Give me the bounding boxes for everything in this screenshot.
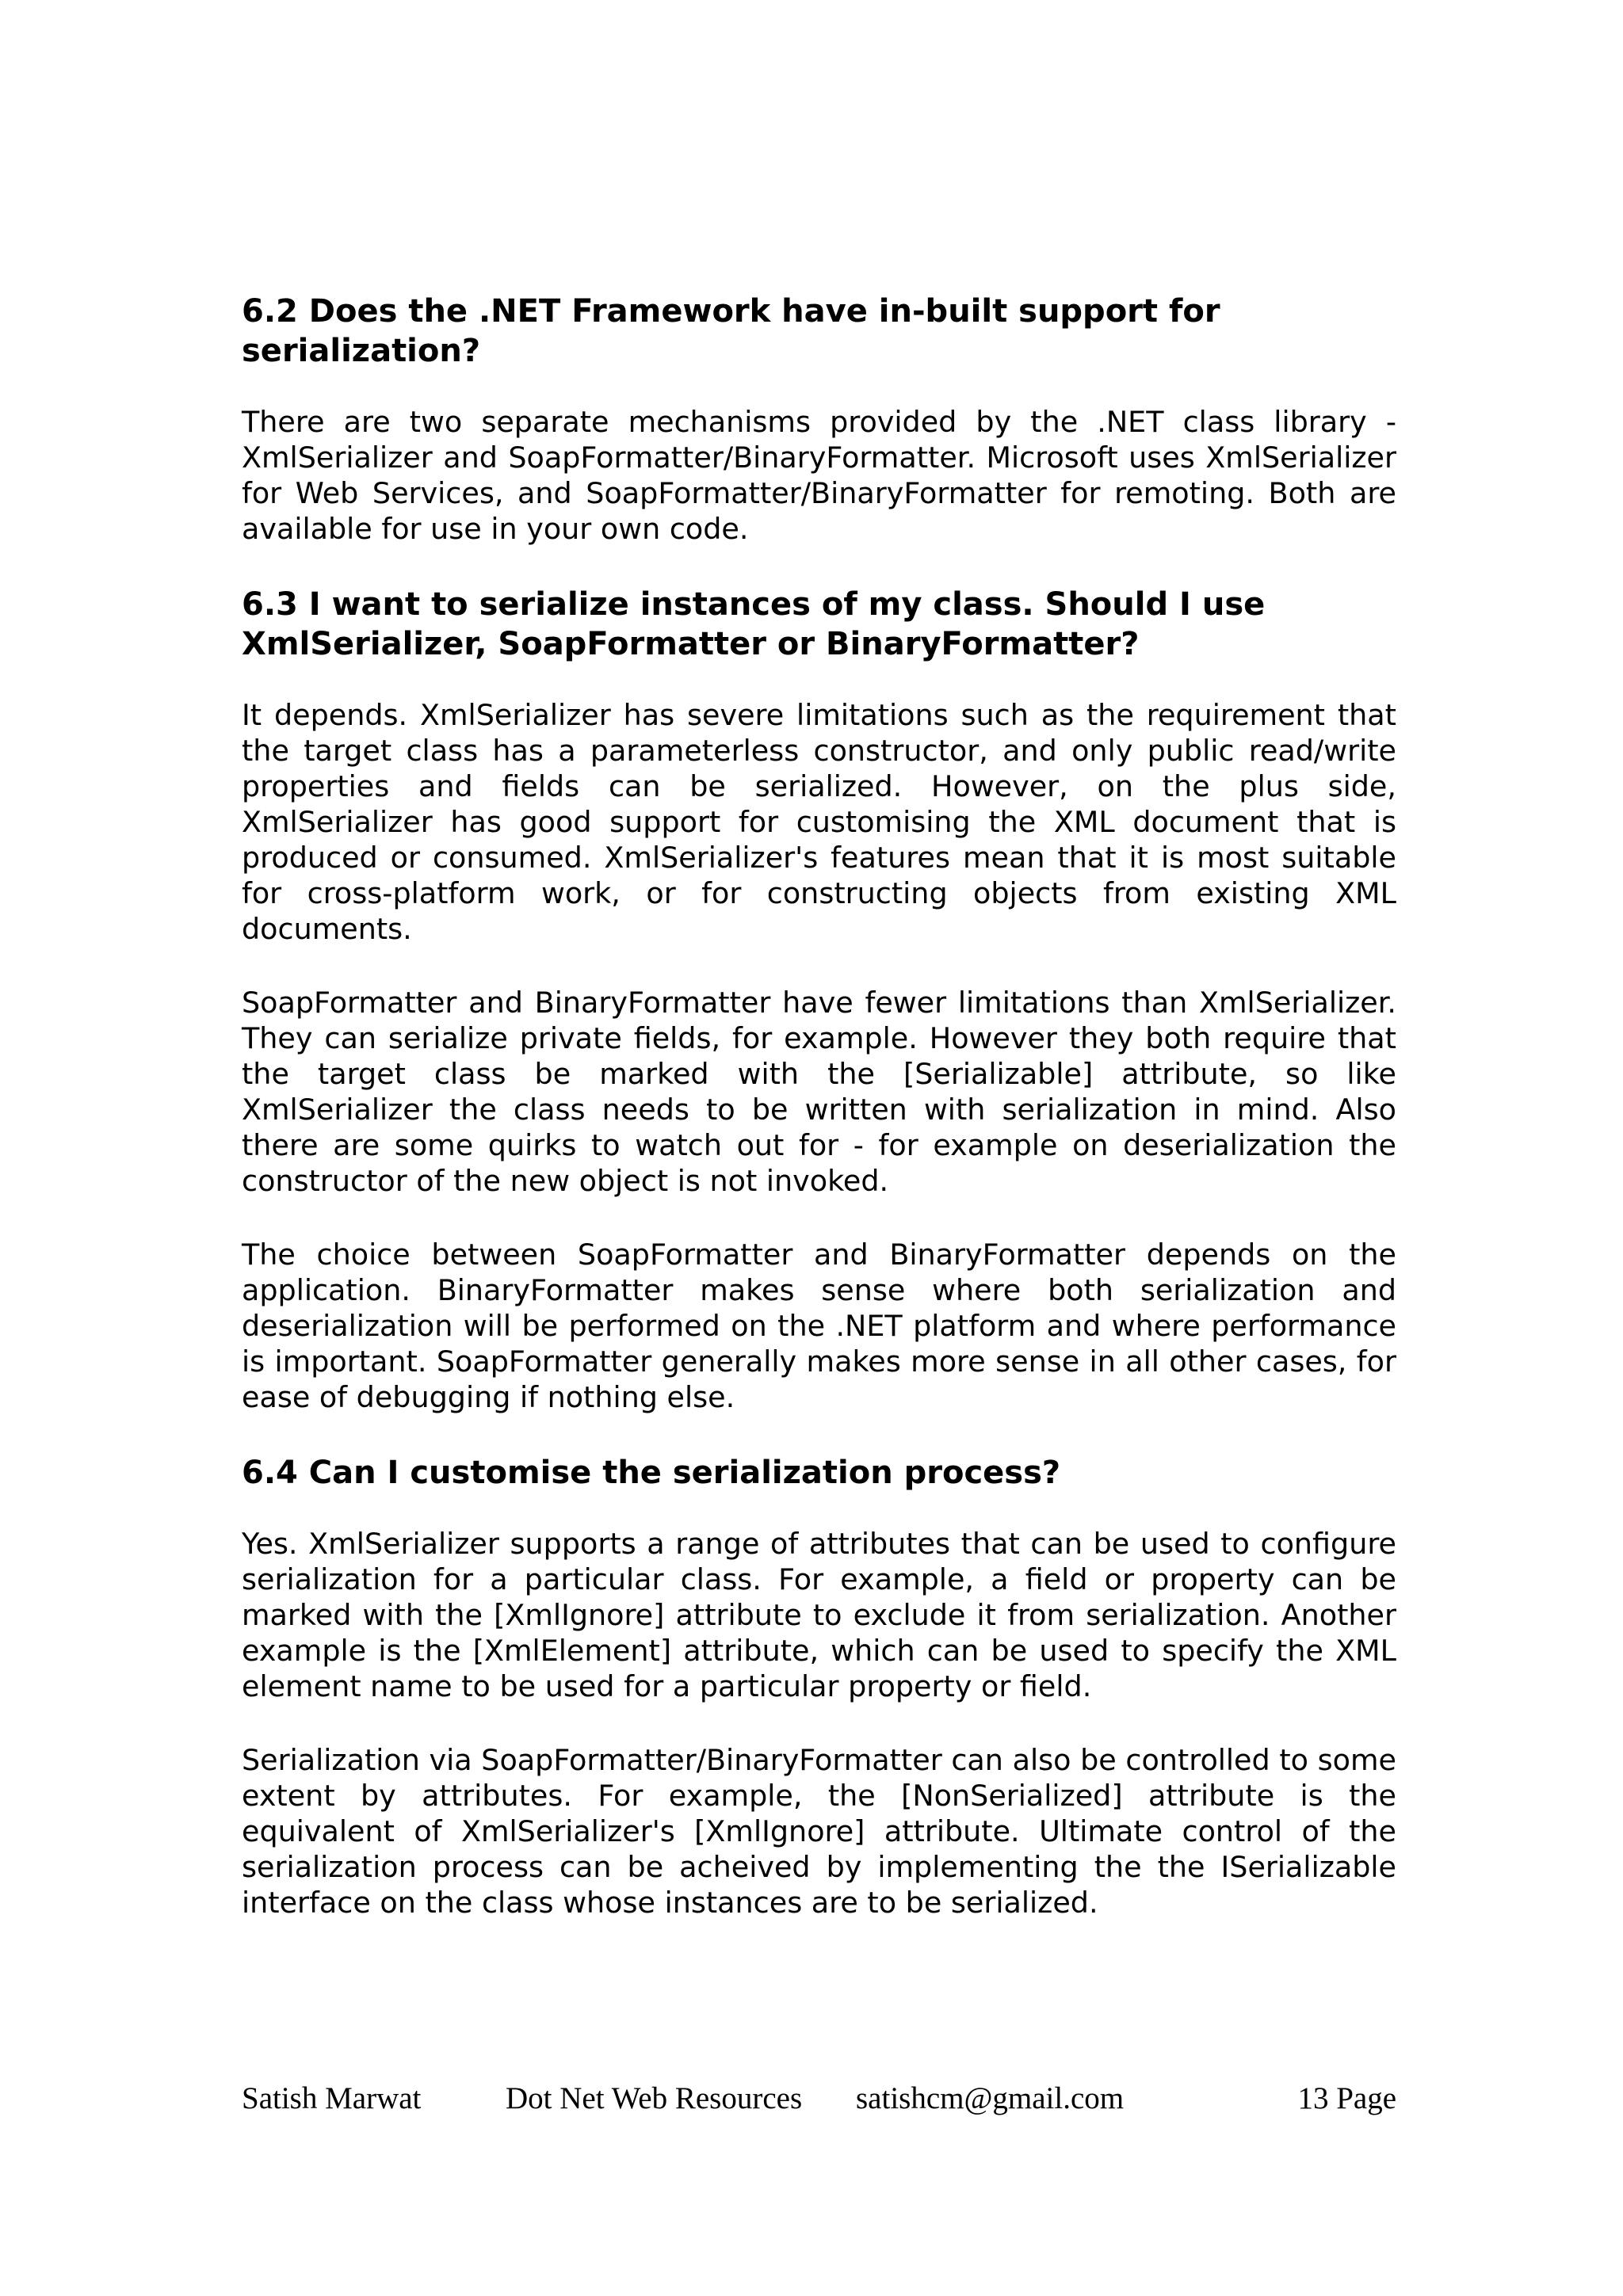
section-paragraph: There are two separate mechanisms provided by the .NET class library - XmlSerializer and SoapFormatter/BinaryFormatter. Microsoft uses XmlSerializer for Web Services, and SoapFormatter/BinaryFormatter for remoting. Both are available for use in your own code. <box>242 405 1396 546</box>
page-footer <box>242 2079 1396 2119</box>
section-paragraph: The choice between SoapFormatter and BinaryFormatter depends on the application. BinaryFormatter makes sense where both serialization and deserialization will be performed on the .NET platform and where performance is important. SoapFormatter generally makes more sense in all other cases, for ease of debugging if nothing else. <box>242 1238 1396 1414</box>
section-heading: 6.2 Does the .NET Framework have in-built support for serialization? <box>242 293 1220 369</box>
footer-email: satishcm@gmail.com <box>856 2081 1125 2115</box>
footer-author: Satish Marwat <box>242 2081 422 2115</box>
section-6-4 <box>242 1453 1396 1920</box>
section-heading: 6.3 I want to serialize instances of my class. Should I use XmlSerializer, SoapFormatter or BinaryFormatter? <box>242 586 1266 662</box>
section-heading: 6.4 Can I customise the serialization process? <box>242 1455 1061 1491</box>
section-paragraph: Yes. XmlSerializer supports a range of attributes that can be used to configure serialization for a particular class. For example, a field or property can be marked with the [XmlIgnore] attribute to exclude it from serialization. Another example is the [XmlElement] attribute, which can be used to specify the XML element name to be used for a particular property or field. <box>242 1527 1396 1703</box>
page-content <box>242 292 1396 1958</box>
section-paragraph: Serialization via SoapFormatter/BinaryFormatter can also be controlled to some extent by attributes. For example, the [NonSerialized] attribute is the equivalent of XmlSerializer's [XmlIgnore] attribute. Ultimate control of the serialization process can be acheived by implementing the the ISerializable interface on the class whose instances are to be serialized. <box>242 1743 1396 1920</box>
section-6-2 <box>242 292 1396 547</box>
section-paragraph: It depends. XmlSerializer has severe limitations such as the requirement that the target class has a parameterless constructor, and only public read/write properties and fields can be serialized. However, on the plus side, XmlSerializer has good support for customising the XML document that is produced or consumed. XmlSerializer's features mean that it is most suitable for cross-platform work, or for constructing objects from existing XML documents. <box>242 698 1396 946</box>
section-paragraph: SoapFormatter and BinaryFormatter have fewer limitations than XmlSerializer. They can serialize private fields, for example. However they both require that the target class be marked with the [Serializable] attribute, so like XmlSerializer the class needs to be written with serialization in mind. Also there are some quirks to watch out for - for example on deserialization the constructor of the new object is not invoked. <box>242 986 1396 1198</box>
section-6-3 <box>242 585 1396 1415</box>
footer-title: Dot Net Web Resources <box>506 2081 803 2115</box>
footer-page-number: 13 Page <box>1297 2081 1396 2115</box>
